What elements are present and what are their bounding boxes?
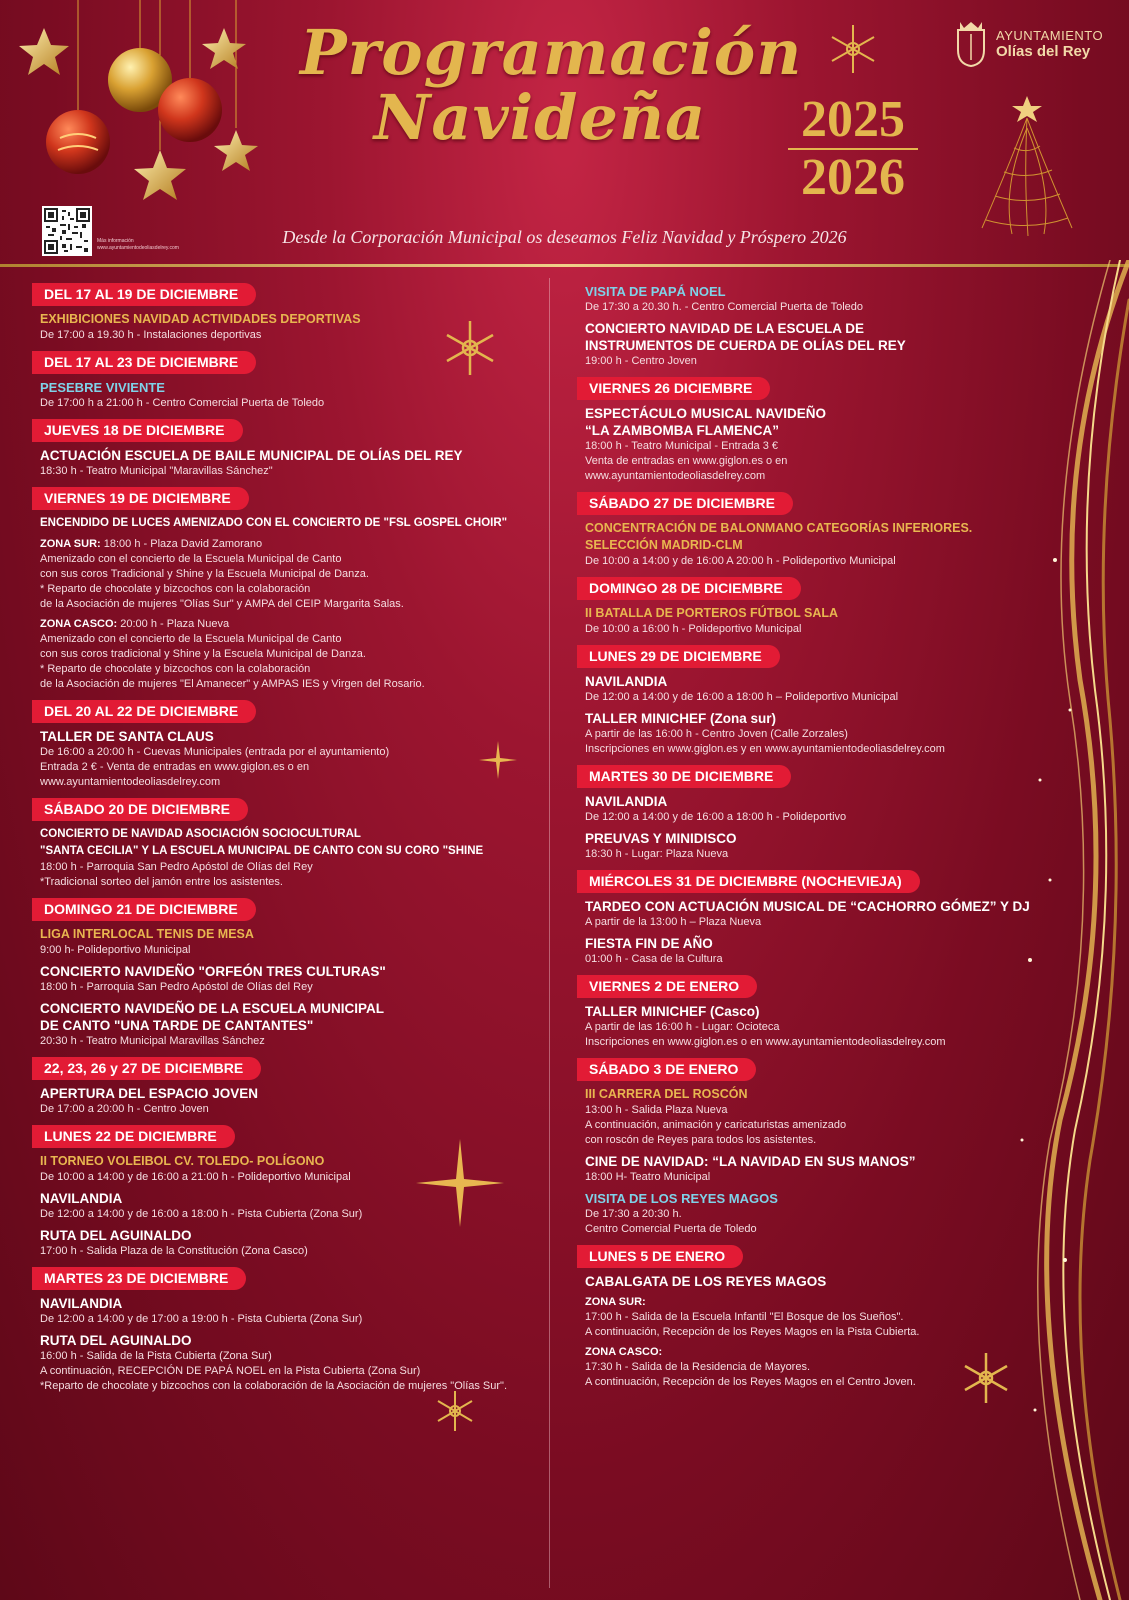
event-details <box>40 1170 540 1185</box>
event-details-text: 18:00 h - Parroquia San Pedro Apóstol de Olías del Rey *Tradicional sorteo del jamón entre los asistentes. <box>40 861 313 888</box>
event-item <box>585 1190 1045 1237</box>
event-details-text: De 12:00 a 14:00 y de 16:00 a 18:00 h – Polideportivo Municipal <box>585 691 899 703</box>
event-details <box>585 1207 1045 1237</box>
event-title: NAVILANDIA <box>585 794 668 809</box>
year-end: 2026 <box>801 149 905 206</box>
event-title: CONCIERTO DE NAVIDAD ASOCIACIÓN SOCIOCULTURAL "SANTA CECILIA" Y LA ESCUELA MUNICIPAL DE CANTO CON SU CORO "SHINE <box>40 828 484 857</box>
date-badge: LUNES 5 DE ENERO <box>577 1245 743 1268</box>
schedule-section <box>575 577 1045 637</box>
event-item <box>585 710 1045 757</box>
event-details <box>585 727 1045 757</box>
event-item <box>40 1332 540 1394</box>
event-title: FIESTA FIN DE AÑO <box>585 936 713 951</box>
event-item <box>585 520 1045 569</box>
event-item <box>40 1227 540 1259</box>
event-details <box>40 1312 540 1327</box>
date-badge: SÁBADO 3 DE ENERO <box>577 1058 756 1081</box>
event-item <box>40 926 540 958</box>
event-item <box>585 1153 1045 1185</box>
date-badge: LUNES 29 DE DICIEMBRE <box>577 645 780 668</box>
event-details-text: 20:30 h - Teatro Municipal Maravillas Sánchez <box>40 1035 265 1047</box>
date-badge: MIÉRCOLES 31 DE DICIEMBRE (NOCHEVIEJA) <box>577 870 920 893</box>
event-title: NAVILANDIA <box>40 1296 123 1311</box>
event-title: PESEBRE VIVIENTE <box>40 380 165 395</box>
date-badge: MARTES 23 DE DICIEMBRE <box>32 1267 246 1290</box>
event-title: LIGA INTERLOCAL TENIS DE MESA <box>40 927 254 941</box>
event-details <box>585 952 1045 967</box>
date-badge: DEL 20 AL 22 DE DICIEMBRE <box>32 700 256 723</box>
event-details-text: 19:00 h - Centro Joven <box>585 355 697 367</box>
event-details-text: 18:00 h - Plaza David Zamorano Amenizado con el concierto de la Escuela Municipal de Canto con sus coros Tradicional y Shine y la Escuela Municipal de Danza. * Reparto de chocolate y bizcochos con la colaboración de la Asociación de mujeres "Olías Sur" y AMPA del CEIP Margarita Salas. <box>40 538 404 610</box>
event-details-text: De 12:00 a 14:00 y de 16:00 a 18:00 h - Polideportivo <box>585 811 847 823</box>
event-title: EXHIBICIONES NAVIDAD ACTIVIDADES DEPORTIVAS <box>40 312 361 326</box>
event-title: VISITA DE LOS REYES MAGOS <box>585 1191 778 1206</box>
event-item <box>40 728 540 790</box>
event-details-text: 18:30 h - Teatro Municipal "Maravillas Sánchez" <box>40 465 273 477</box>
event-details <box>40 617 540 692</box>
schedule-section <box>575 870 1045 967</box>
schedule-section <box>575 645 1045 757</box>
municipality-logo <box>954 20 1103 68</box>
event-details <box>585 915 1045 930</box>
event-title: III CARRERA DEL ROSCÓN <box>585 1087 748 1101</box>
event-details <box>40 1102 540 1117</box>
schedule-section <box>575 283 1045 369</box>
date-badge: DEL 17 AL 19 DE DICIEMBRE <box>32 283 256 306</box>
event-details <box>585 1020 1045 1050</box>
event-details-text: De 17:00 a 20:00 h - Centro Joven <box>40 1103 209 1115</box>
event-details <box>40 1207 540 1222</box>
schedule-section <box>30 700 540 790</box>
event-details <box>585 847 1045 862</box>
event-item <box>585 935 1045 967</box>
event-details-text: De 12:00 a 14:00 y de 16:00 a 18:00 h - Pista Cubierta (Zona Sur) <box>40 1208 363 1220</box>
schedule-section <box>30 351 540 411</box>
event-item <box>40 1085 540 1117</box>
event-title: NAVILANDIA <box>585 674 668 689</box>
snowflake-icon <box>826 22 880 76</box>
event-details-text: 18:00 H- Teatro Municipal <box>585 1171 711 1183</box>
logo-line-1: AYUNTAMIENTO <box>996 28 1104 43</box>
event-details-text: 16:00 h - Salida de la Pista Cubierta (Zona Sur) A continuación, RECEPCIÓN DE PAPÁ NOEL en la Pista Cubierta (Zona Sur) *Reparto de chocolate y bizcochos con la colaboración de la Asociación de mujeres "Olías Sur". <box>40 1350 508 1392</box>
event-details-text: 18:30 h - Lugar: Plaza Nueva <box>585 848 729 860</box>
schedule-section <box>30 419 540 479</box>
date-badge: DEL 17 AL 23 DE DICIEMBRE <box>32 351 256 374</box>
schedule-section <box>30 1057 540 1117</box>
date-badge: 22, 23, 26 y 27 DE DICIEMBRE <box>32 1057 261 1080</box>
date-badge: VIERNES 2 DE ENERO <box>577 975 757 998</box>
event-title: CONCIERTO NAVIDEÑO DE LA ESCUELA MUNICIPAL DE CANTO "UNA TARDE DE CANTANTES" <box>40 1001 385 1033</box>
year-start: 2025 <box>801 91 905 148</box>
event-details-text: 18:00 h - Teatro Municipal - Entrada 3 € Venta de entradas en www.giglon.es o en www.ayuntamientodeoliasdelrey.com <box>585 440 788 482</box>
event-title: TARDEO CON ACTUACIÓN MUSICAL DE “CACHORRO GÓMEZ” Y DJ <box>585 899 1030 914</box>
event-item <box>585 1295 1045 1340</box>
event-details <box>40 1349 540 1394</box>
event-details-text: 9:00 h- Polideportivo Municipal <box>40 944 191 956</box>
qr-caption-line-2: www.ayuntamientodeoliasdelrey.com <box>97 245 179 251</box>
schedule-section <box>30 1267 540 1394</box>
title-line-2: Navideña <box>373 81 707 155</box>
greeting-text: Desde la Corporación Municipal os deseamos Feliz Navidad y Próspero 2026 <box>282 227 847 247</box>
event-title: RUTA DEL AGUINALDO <box>40 1228 192 1243</box>
event-details-text: De 17:00 h a 21:00 h - Centro Comercial Puerta de Toledo <box>40 397 325 409</box>
schedule-section <box>575 492 1045 569</box>
date-badge: LUNES 22 DE DICIEMBRE <box>32 1125 235 1148</box>
zone-label: ZONA SUR: <box>585 1296 646 1308</box>
event-details <box>585 622 1045 637</box>
event-details-text: 18:00 h - Parroquia San Pedro Apóstol de Olías del Rey <box>40 981 313 993</box>
event-details <box>40 537 540 612</box>
schedule-left-column <box>30 283 540 1402</box>
schedule-section <box>30 487 540 692</box>
event-item <box>40 379 540 411</box>
event-item <box>585 605 1045 637</box>
event-item <box>40 1000 540 1049</box>
date-badge: MARTES 30 DE DICIEMBRE <box>577 765 791 788</box>
schedule-section <box>575 377 1045 484</box>
schedule-section <box>575 765 1045 862</box>
event-details <box>40 860 540 890</box>
event-title: II BATALLA DE PORTEROS FÚTBOL SALA <box>585 606 839 620</box>
event-item <box>585 1273 1045 1290</box>
coat-of-arms-icon <box>954 20 988 68</box>
event-item <box>40 1295 540 1327</box>
date-badge: DOMINGO 21 DE DICIEMBRE <box>32 898 256 921</box>
event-item <box>40 537 540 612</box>
date-badge: SÁBADO 20 DE DICIEMBRE <box>32 798 248 821</box>
event-details <box>585 690 1045 705</box>
event-details <box>40 943 540 958</box>
ornaments-decoration <box>0 0 280 220</box>
date-badge: VIERNES 19 DE DICIEMBRE <box>32 487 249 510</box>
event-details-text: De 10:00 a 14:00 y de 16:00 A 20:00 h - Polideportivo Municipal <box>585 555 896 567</box>
schedule-section <box>30 798 540 890</box>
event-details <box>585 439 1045 484</box>
date-badge: VIERNES 26 DICIEMBRE <box>577 377 770 400</box>
event-item <box>40 311 540 343</box>
event-title: RUTA DEL AGUINALDO <box>40 1333 192 1348</box>
zone-label: ZONA CASCO: <box>585 1346 663 1358</box>
schedule-section <box>30 898 540 1049</box>
event-details-text: De 10:00 a 16:00 h - Polideportivo Municipal <box>585 623 802 635</box>
date-badge: DOMINGO 28 DE DICIEMBRE <box>577 577 801 600</box>
event-title: CONCIERTO NAVIDEÑO "ORFEÓN TRES CULTURAS" <box>40 964 386 979</box>
event-title: VISITA DE PAPÁ NOEL <box>585 284 726 299</box>
zone-label: ZONA SUR: <box>40 538 101 550</box>
logo-line-2: Olías del Rey <box>996 43 1091 60</box>
column-divider <box>549 278 550 1588</box>
schedule-section <box>30 1125 540 1259</box>
event-title: ESPECTÁCULO MUSICAL NAVIDEÑO “LA ZAMBOMBA FLAMENCA” <box>585 406 827 438</box>
event-title: ACTUACIÓN ESCUELA DE BAILE MUNICIPAL DE OLÍAS DEL REY <box>40 448 463 463</box>
schedule-section <box>575 975 1045 1050</box>
event-details <box>585 1103 1045 1148</box>
event-title: II TORNEO VOLEIBOL CV. TOLEDO- POLÍGONO <box>40 1154 325 1168</box>
date-badge: JUEVES 18 DE DICIEMBRE <box>32 419 243 442</box>
event-details <box>585 354 1045 369</box>
event-item <box>40 826 540 890</box>
event-details-text: 17:30 h - Salida de la Residencia de Mayores. A continuación, Recepción de los Reyes Magos en el Centro Joven. <box>585 1361 916 1388</box>
event-title: CINE DE NAVIDAD: “LA NAVIDAD EN SUS MANOS” <box>585 1154 916 1169</box>
event-details-text: 17:00 h - Salida Plaza de la Constitución (Zona Casco) <box>40 1245 308 1257</box>
event-details <box>40 745 540 790</box>
event-details-text: A partir de las 16:00 h - Centro Joven (Calle Zorzales) Inscripciones en www.giglon.es y en www.ayuntamientodeoliasdelrey.com <box>585 728 945 755</box>
header-divider <box>0 264 1129 267</box>
event-details <box>40 396 540 411</box>
event-title: NAVILANDIA <box>40 1191 123 1206</box>
event-details <box>585 810 1045 825</box>
event-details-text: De 16:00 a 20:00 h - Cuevas Municipales (entrada por el ayuntamiento) Entrada 2 € - Venta de entradas en www.giglon.es o en www.ayuntamientodeoliasdelrey.com <box>40 746 390 788</box>
date-badge: SÁBADO 27 DE DICIEMBRE <box>577 492 793 515</box>
event-title: TALLER DE SANTA CLAUS <box>40 729 214 744</box>
event-title: CONCENTRACIÓN DE BALONMANO CATEGORÍAS INFERIORES. SELECCIÓN MADRID-CLM <box>585 521 973 552</box>
event-details <box>40 464 540 479</box>
event-item <box>585 673 1045 705</box>
event-title: CONCIERTO NAVIDAD DE LA ESCUELA DE INSTRUMENTOS DE CUERDA DE OLÍAS DEL REY <box>585 321 906 353</box>
schedule-section <box>30 283 540 343</box>
event-details-text: De 17:30 a 20:30 h. Centro Comercial Puerta de Toledo <box>585 1208 757 1235</box>
event-details <box>585 1345 1045 1390</box>
page-title <box>300 16 803 155</box>
event-details <box>40 980 540 995</box>
event-title: ENCENDIDO DE LUCES AMENIZADO CON EL CONCIERTO DE "FSL GOSPEL CHOIR" <box>40 517 508 529</box>
event-item <box>40 617 540 692</box>
event-item <box>585 898 1045 930</box>
schedule-section <box>575 1245 1045 1390</box>
event-item <box>40 1190 540 1222</box>
event-details-text: De 12:00 a 14:00 y de 17:00 a 19:00 h - Pista Cubierta (Zona Sur) <box>40 1313 363 1325</box>
event-title: CABALGATA DE LOS REYES MAGOS <box>585 1274 827 1289</box>
schedule-section <box>575 1058 1045 1237</box>
event-title: APERTURA DEL ESPACIO JOVEN <box>40 1086 259 1101</box>
event-details-text: De 10:00 a 14:00 y de 16:00 a 21:00 h - Polideportivo Municipal <box>40 1171 351 1183</box>
event-item <box>585 405 1045 484</box>
years <box>778 92 928 206</box>
event-title: TALLER MINICHEF (Casco) <box>585 1004 760 1019</box>
title-line-1: Programación <box>300 16 803 89</box>
schedule-right-column <box>575 283 1045 1398</box>
event-details <box>40 1034 540 1049</box>
event-details-text: A partir de la 13:00 h – Plaza Nueva <box>585 916 762 928</box>
event-details <box>40 1244 540 1259</box>
event-item <box>40 515 540 532</box>
event-details-text: 20:00 h - Plaza Nueva Amenizado con el concierto de la Escuela Municipal de Canto con sus coros tradicional y Shine y la Escuela Municipal de Danza. * Reparto de chocolate y bizcochos con la colaboración de la Asociación de mujeres "El Amanecer" y AMPAS IES y Virgen del Rosario. <box>40 618 425 690</box>
event-title: TALLER MINICHEF (Zona sur) <box>585 711 776 726</box>
event-item <box>585 320 1045 369</box>
event-item <box>585 830 1045 862</box>
event-details <box>40 328 540 343</box>
christmas-tree-decoration <box>962 88 1092 238</box>
event-item <box>585 1003 1045 1050</box>
event-item <box>40 963 540 995</box>
event-details-text: A partir de las 16:00 h - Lugar: Ocioteca Inscripciones en www.giglon.es o en www.ayuntamientodeoliasdelrey.com <box>585 1021 946 1048</box>
event-details-text: 17:00 h - Salida de la Escuela Infantil "El Bosque de los Sueños". A continuación, Recepción de los Reyes Magos en la Pista Cubierta. <box>585 1311 920 1338</box>
event-details <box>585 1295 1045 1340</box>
event-details-text: 13:00 h - Salida Plaza Nueva A continuación, animación y caricaturistas amenizado con roscón de Reyes para todos los asistentes. <box>585 1104 847 1146</box>
event-details-text: De 17:30 a 20.30 h. - Centro Comercial Puerta de Toledo <box>585 301 864 313</box>
event-item <box>40 1153 540 1185</box>
zone-label: ZONA CASCO: <box>40 618 118 630</box>
qr-caption-line-1: Más información <box>97 238 134 244</box>
event-item <box>585 283 1045 315</box>
event-details-text: 01:00 h - Casa de la Cultura <box>585 953 723 965</box>
event-item <box>585 793 1045 825</box>
event-title: PREUVAS Y MINIDISCO <box>585 831 737 846</box>
event-item <box>585 1345 1045 1390</box>
event-details <box>585 554 1045 569</box>
event-item <box>585 1086 1045 1148</box>
event-item <box>40 447 540 479</box>
event-details <box>585 300 1045 315</box>
event-details <box>585 1170 1045 1185</box>
event-details-text: De 17:00 a 19.30 h - Instalaciones deportivas <box>40 329 262 341</box>
